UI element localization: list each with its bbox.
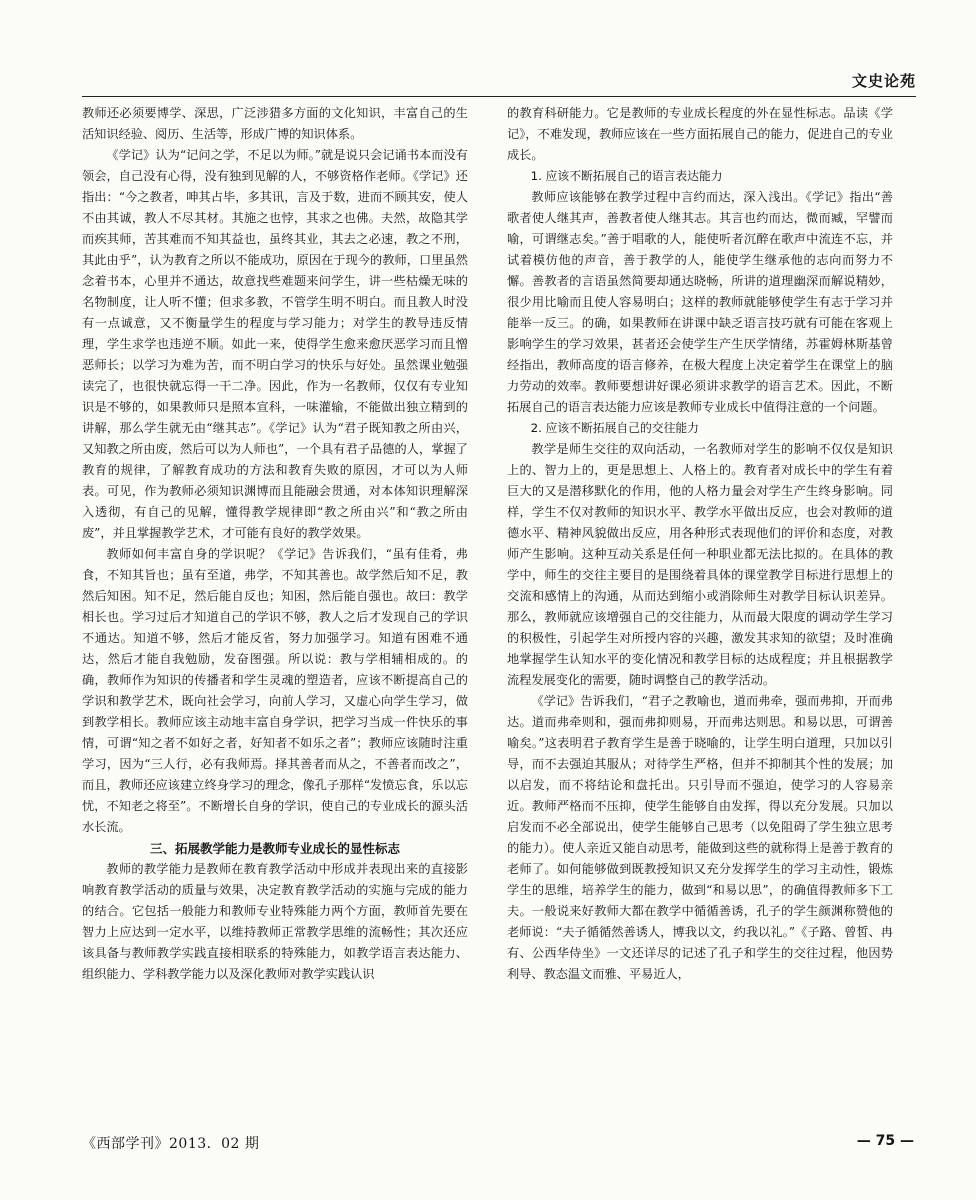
subsection-heading: 2. 应该不断拓展自己的交往能力	[530, 421, 699, 435]
continued-paragraph: 的教育科研能力。它是教师的专业成长程度的外在显性标志。品读《学记》，不难发现，教师应该在一些方面拓展自己的能力，促进自己的专业成长。	[507, 106, 893, 162]
paragraph: 教师应该能够在教学过程中言约而达，深入浅出。《学记》指出“善歌者使人继其声，善教者使人继其志。其言也约而达，微而臧，罕譬而喻，可谓继志矣。”善于唱歌的人，能使听者沉醉在歌声中流连不忘，并试着模仿他的声音，善于教学的人，能使学生继承他的志向而努力不懈。善教者的言语虽然简要却通达晓畅，所讲的道理幽深而解说精妙，很少用比喻而且使人容易明白；这样的教师就能够使学生有志于学习并能举一反三。的确，如果教师在讲课中缺乏语言技巧就有可能在客观上影响学生的学习效果，甚者还会使学生产生厌学情绪，苏霍姆林斯基曾经指出，教师高度的语言修养，在极大程度上决定着学生在课堂上的脑力劳动的效率。教师要想讲好课必须讲求教学的语言艺术。因此，不断拓展自己的语言表达能力应该是教师专业成长中值得注意的一个问题。	[507, 190, 893, 414]
subsection-heading: 1. 应该不断拓展自己的语言表达能力	[530, 169, 723, 183]
paragraph: 《学记》认为“记问之学，不足以为师。”就是说只会记诵书本而没有领会，自己没有心得，没有独到见解的人，不够资格作老师。《学记》还指出：“今之教者，呻其占毕，多其讯，言及于数，进而不顾其安，使人不由其诚，教人不尽其材。其施之也悖，其求之也佛。夫然，故隐其学而疾其师，苦其难而不知其益也，虽终其业，其去之必速，教之不刑，其此由乎”，认为教育之所以不能成功，原因在于现今的教师，口里虽然念着书本，心里并不通达，故意找些难题来问学生，讲一些枯燥无味的名物制度，让人听不懂；但求多教，不管学生明不明白。而且教人时没有一点诚意，又不衡量学生的程度与学习能力；对学生的教导违反情理，学生求学也违逆不顺。如此一来，使得学生愈来愈厌恶学习而且憎恶师长；以学习为难为苦，而不明白学习的快乐与好处。虽然课业勉强读完了，也很快就忘得一干二净。因此，作为一名教师，仅仅有专业知识是不够的，如果教师只是照本宣科，一味灌输，不能做出独立精到的讲解，那么学生就无由“继其志”。《学记》认为“君子既知教之所由兴，又知教之所由废，然后可以为人师也”，一个具有君子品德的人，掌握了教育的规律，了解教育成功的方法和教育失败的原因，才可以为人师表。可见，作为教师必须知识渊博而且能融会贯通，对本体知识理解深入透彻，有自己的见解，懂得教学规律即“教之所由兴”和“教之所由废”，并且掌握教学艺术，才可能有良好的教学效果。	[82, 148, 468, 540]
section-heading: 三、拓展教学能力是教师专业成长的显性标志	[149, 841, 400, 856]
left-column	[82, 103, 468, 985]
section-title: 文史论苑	[851, 72, 916, 90]
paragraph: 教师的教学能力是教师在教育教学活动中形成并表现出来的直接影响教育教学活动的质量与效果，决定教育教学活动的实施与完成的能力的结合。它包括一般能力和教师专业特殊能力两个方面，教师首先要在智力上应达到一定水平，以维持教师正常教学思维的流畅性；其次还应该具备与教师教学实践直接相联系的特殊能力，如教学语言表达能力、组织能力、学科教学能力以及深化教师对教学实践认识	[82, 862, 468, 981]
header-rule	[82, 96, 916, 97]
right-column	[507, 103, 893, 985]
paragraph: 《学记》告诉我们，“君子之教喻也，道而弗牵，强而弗抑，开而弗达。道而弗牵则和，强而弗抑则易，开而弗达则思。和易以思，可谓善喻矣。”这表明君子教育学生是善于晓喻的，让学生明白道理，只加以引导，而不去强迫其服从；对待学生严格，但并不抑制其个性的发展；加以启发，而不将结论和盘托出。只引导而不强迫，使学习的人容易亲近。教师严格而不压抑，使学生能够自由发挥，得以充分发展。只加以启发而不必全部说出，使学生能够自己思考（以免阻碍了学生独立思考的能力）。使人亲近又能自动思考，能做到这些的就称得上是善于教育的老师了。如何能够做到既教授知识又充分发挥学生的学习主动性，锻炼学生的思维，培养学生的能力，做到“和易以思”，的确值得教师多下工夫。一般说来好教师大都在教学中循循善诱，孔子的学生颜渊称赞他的老师说：“夫子循循然善诱人，博我以文，约我以礼。”《子路、曾皙、冉有、公西华侍坐》一文还详尽的记述了孔子和学生的交往过程，他因势利导、教态温文而雅、平易近人，	[507, 694, 893, 981]
continued-paragraph: 教师还必须要博学、深思，广泛涉猎多方面的文化知识，丰富自己的生活知识经验、阅历、生活等，形成广博的知识体系。	[82, 106, 468, 141]
page-number: — 75 —	[856, 1133, 914, 1149]
journal-issue: 《西部学刊》2013．02 期	[82, 1136, 260, 1152]
paragraph: 教学是师生交往的双向活动，一名教师对学生的影响不仅仅是知识上的、智力上的，更是思想上、人格上的。教育者对成长中的学生有着巨大的又是潜移默化的作用，他的人格力量会对学生产生终身影响。同样，学生不仅对教师的知识水平、教学水平做出反应，也会对教师的道德水平、精神风貌做出反应，用各种形式表现他们的评价和态度，对教师产生影响。这种互动关系是任何一种职业都无法比拟的。在具体的教学中，师生的交往主要目的是围绕着具体的课堂教学目标进行思想上的交流和感情上的沟通，从而达到缩小或消除师生对教学目标认识差异。那么，教师就应该增强自己的交往能力，从而最大限度的调动学生学习的积极性，引起学生对所授内容的兴趣，激发其求知的欲望；及时准确地掌握学生认知水平的变化情况和教学目标的达成程度；并且根据教学流程发展变化的需要，随时调整自己的教学活动。	[507, 442, 893, 687]
paragraph: 教师如何丰富自身的学识呢？《学记》告诉我们，“虽有佳肴，弗食，不知其旨也；虽有至道，弗学，不知其善也。故学然后知不足，教然后知困。知不足，然后能自反也；知困，然后能自强也。故曰：教学相长也。学习过后才知道自己的学识不够，教人之后才发现自己的学识不通达。知道不够，然后才能反省，努力加强学习。知道有困难不通达，然后才能自我勉励，发奋图强。所以说：教与学相辅相成的。的确，教师作为知识的传播者和学生灵魂的塑造者，应该不断提高自己的学识和教学艺术，既向社会学习，向前人学习，又虚心向学生学习，做到教学相长。教师应该主动地丰富自身学识，把学习当成一件快乐的事情，可谓“知之者不如好之者，好知者不如乐之者”；教师应该随时注重学习，因为“三人行，必有我师焉。择其善者而从之，不善者而改之”，而且，教师还应该建立终身学习的理念，像孔子那样“发愤忘食，乐以忘忧，不知老之将至”。不断增长自身的学识，使自己的专业成长的源头活水长流。	[82, 547, 468, 834]
